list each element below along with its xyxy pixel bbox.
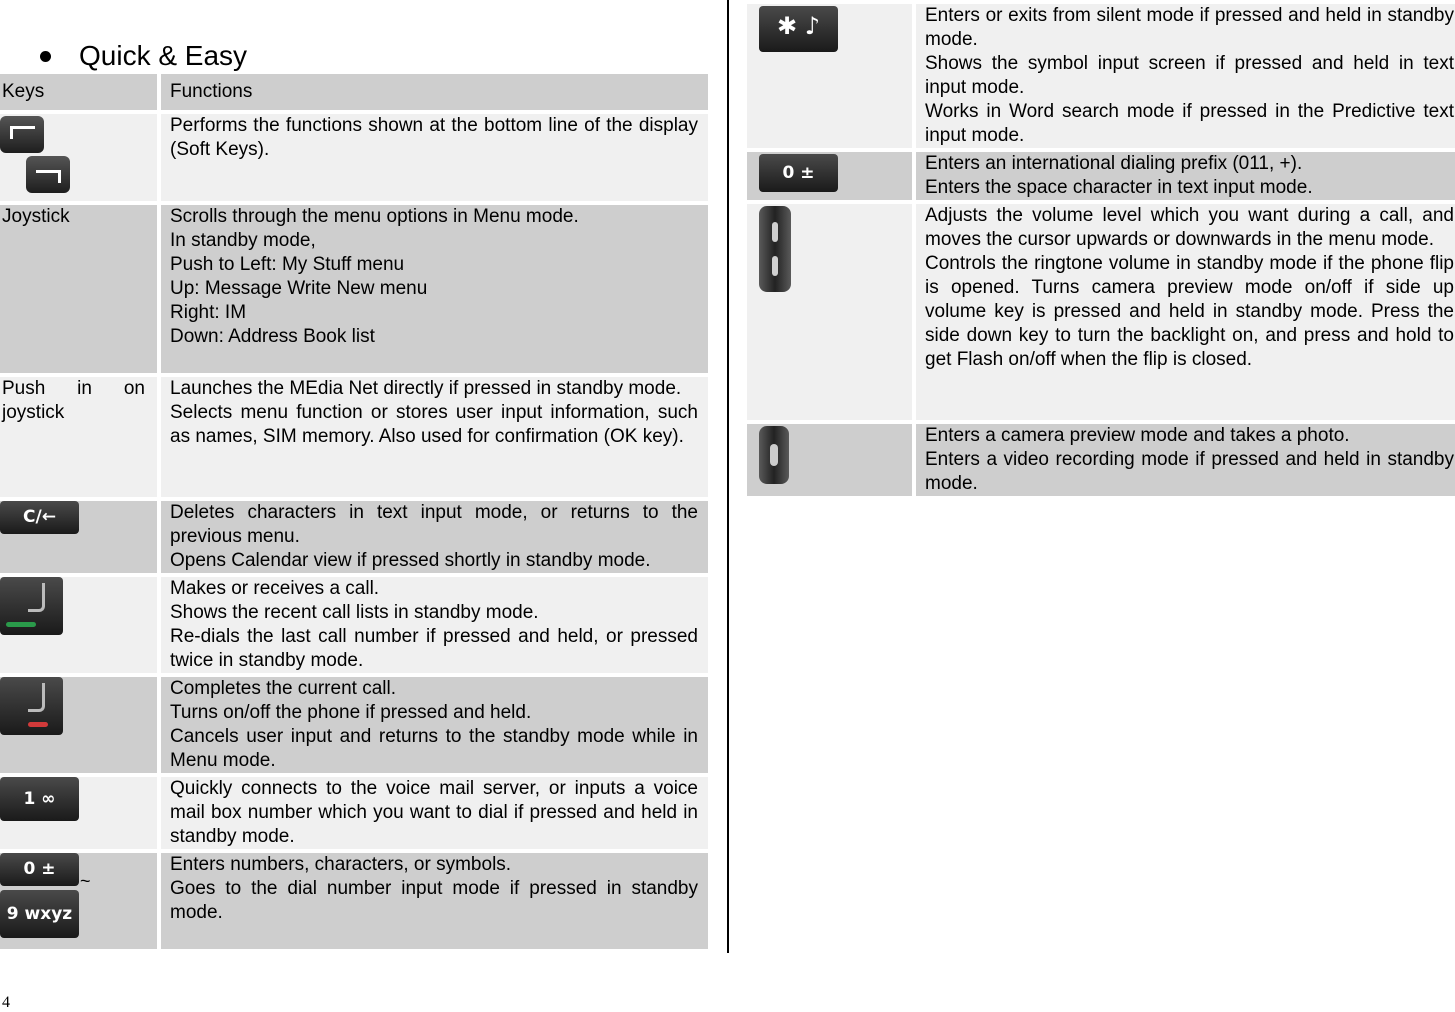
- column-divider: [727, 0, 729, 953]
- function-line: Goes to the dial number input mode if pressed in standby mode.: [170, 878, 698, 923]
- table-row: [0, 677, 708, 773]
- key-cell: [747, 152, 912, 200]
- function-line: Enters an international dialing prefix (011, +).: [925, 153, 1303, 174]
- function-line: Right: IM: [170, 302, 247, 323]
- function-cell: [161, 377, 708, 497]
- range-tilde: ~: [80, 871, 91, 891]
- page-number: 4: [2, 994, 10, 1011]
- table-row: [0, 205, 708, 373]
- key-cell: [747, 4, 912, 148]
- zero-key-icon: 0 ±: [0, 853, 79, 886]
- key-cell: [0, 205, 157, 373]
- function-line: Completes the current call.: [170, 678, 396, 699]
- function-line: Adjusts the volume level which you want during a call, and moves the cursor upwards or downwards in the menu mode.: [925, 205, 1454, 250]
- function-line: Shows the recent call lists in standby mode.: [170, 602, 539, 623]
- key-cell: [747, 424, 912, 496]
- function-cell: [916, 204, 1455, 420]
- function-cell: [161, 677, 708, 773]
- end-key-icon: [0, 677, 63, 735]
- function-line: Up: Message Write New menu: [170, 278, 428, 299]
- function-line: Down: Address Book list: [170, 326, 375, 347]
- key-label: Push in on joystick: [2, 378, 145, 423]
- function-cell: [161, 501, 708, 573]
- voicemail-key-icon: 1 ∞: [0, 777, 79, 821]
- section-title: Quick & Easy: [79, 40, 248, 71]
- table-row: [747, 152, 1455, 200]
- function-line: Quickly connects to the voice mail server, or inputs a voice mail box number which you want to dial if pressed and held in standby mode.: [170, 778, 698, 847]
- function-cell: [161, 205, 708, 373]
- function-line: Opens Calendar view if pressed shortly in standby mode.: [170, 550, 651, 571]
- key-cell: [0, 377, 157, 497]
- table-row: [747, 4, 1455, 148]
- nine-key-icon: 9 wxyz: [0, 890, 79, 938]
- key-label: Joystick: [2, 206, 70, 227]
- table-row: [0, 777, 708, 849]
- function-line: Re-dials the last call number if pressed and held, or pressed twice in standby mode.: [170, 626, 698, 671]
- function-line: Enters numbers, characters, or symbols.: [170, 854, 512, 875]
- function-line: Deletes characters in text input mode, or returns to the previous menu.: [170, 502, 698, 547]
- function-cell: [916, 424, 1455, 496]
- camera-key-icon: [759, 426, 789, 484]
- function-line: Makes or receives a call.: [170, 578, 380, 599]
- function-line: Performs the functions shown at the bottom line of the display (Soft Keys).: [170, 115, 698, 160]
- keys-table-left: [0, 70, 708, 953]
- functions-header: Functions: [161, 74, 708, 110]
- function-cell: [161, 114, 708, 201]
- function-line: Push to Left: My Stuff menu: [170, 254, 405, 275]
- key-cell: [0, 853, 157, 949]
- send-key-icon: [0, 577, 63, 635]
- key-cell: [0, 501, 157, 573]
- function-line: In standby mode,: [170, 230, 316, 251]
- key-cell: [0, 577, 157, 673]
- table-row: [0, 577, 708, 673]
- function-cell: [916, 152, 1455, 200]
- table-row: [747, 424, 1455, 496]
- key-cell: [0, 114, 157, 201]
- table-header-row: [0, 74, 708, 110]
- function-line: Selects menu function or stores user input information, such as names, SIM memory. Also used for confirmation (OK key).: [170, 402, 698, 447]
- function-line: Shows the symbol input screen if pressed and held in text input mode.: [925, 53, 1454, 98]
- side-volume-key-icon: [759, 206, 791, 292]
- function-line: Scrolls through the menu options in Menu mode.: [170, 206, 579, 227]
- function-line: Enters a camera preview mode and takes a photo.: [925, 425, 1350, 446]
- keys-table-right: [747, 0, 1455, 500]
- soft-keys-icon: [0, 116, 70, 194]
- function-line: Cancels user input and returns to the standby mode while in Menu mode.: [170, 726, 698, 771]
- table-row: [747, 204, 1455, 420]
- keys-header: Keys: [0, 74, 157, 110]
- section-heading: [40, 38, 247, 74]
- key-cell: [0, 777, 157, 849]
- function-cell: [161, 577, 708, 673]
- function-cell: [916, 4, 1455, 148]
- key-cell: [0, 677, 157, 773]
- function-cell: [161, 777, 708, 849]
- table-row: [0, 377, 708, 497]
- table-row: [0, 114, 708, 201]
- function-line: Enters a video recording mode if pressed and held in standby mode.: [925, 449, 1454, 494]
- function-cell: [161, 853, 708, 949]
- function-line: Turns on/off the phone if pressed and held.: [170, 702, 532, 723]
- table-row: [0, 501, 708, 573]
- function-line: Launches the MEdia Net directly if pressed in standby mode.: [170, 378, 682, 399]
- star-key-icon: ✱ ♪: [759, 6, 838, 52]
- clear-key-icon: C/←: [0, 501, 79, 534]
- function-line: Enters or exits from silent mode if pressed and held in standby mode.: [925, 5, 1454, 50]
- table-row: [0, 853, 708, 949]
- zero-key-icon: 0 ±: [759, 154, 838, 192]
- function-line: Controls the ringtone volume in standby mode if the phone flip is opened. Turns camera preview mode on/off if side up volume key is pressed and held in standby mode. Press the side down key to turn the backlight on, and press and hold to get Flash on/off when the flip is closed.: [925, 253, 1454, 370]
- function-line: Enters the space character in text input mode.: [925, 177, 1313, 198]
- key-cell: [747, 204, 912, 420]
- function-line: Works in Word search mode if pressed in the Predictive text input mode.: [925, 101, 1454, 146]
- bullet-icon: [40, 51, 51, 62]
